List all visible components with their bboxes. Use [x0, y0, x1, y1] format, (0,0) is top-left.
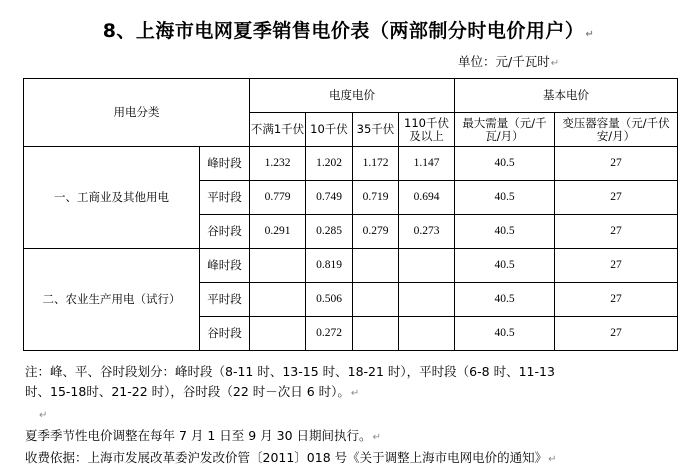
price-cell: 1.172 — [353, 147, 399, 181]
paragraph-mark-icon: ↵ — [548, 454, 557, 465]
paragraph-mark-icon: ↵ — [585, 29, 595, 40]
price-cell: 0.279 — [353, 215, 399, 249]
period-label: 平时段 — [200, 181, 250, 215]
price-cell — [250, 317, 306, 351]
table-row — [24, 249, 678, 283]
notes-section — [25, 362, 685, 470]
capacity-cell: 27 — [555, 283, 678, 317]
blank-line — [25, 404, 685, 426]
note-line: 夏季季节性电价调整在每年 7 月 1 日至 9 月 30 日期间执行。↵ — [25, 428, 381, 443]
header-voltage: 110千伏及以上 — [399, 113, 455, 147]
note-line: 时、15-18时、21-22 时），谷时段（22 时－次日 6 时）。↵ — [25, 384, 360, 399]
capacity-cell: 27 — [555, 317, 678, 351]
unit-label: 单位：元/千瓦时↵ — [458, 54, 560, 69]
demand-cell: 40.5 — [455, 249, 555, 283]
price-cell: 0.285 — [306, 215, 353, 249]
group-label: 一、工商业及其他用电 — [24, 147, 200, 249]
paragraph-mark-icon: ↵ — [350, 388, 360, 399]
header-energy-price: 电度电价 — [250, 79, 455, 113]
price-cell — [250, 249, 306, 283]
table-row — [24, 147, 678, 181]
price-cell: 1.147 — [399, 147, 455, 181]
capacity-cell: 27 — [555, 249, 678, 283]
period-label: 谷时段 — [200, 215, 250, 249]
period-label: 平时段 — [200, 283, 250, 317]
capacity-cell: 27 — [555, 181, 678, 215]
header-voltage: 不满1千伏 — [250, 113, 306, 147]
capacity-cell: 27 — [555, 147, 678, 181]
demand-cell: 40.5 — [455, 317, 555, 351]
price-cell: 0.291 — [250, 215, 306, 249]
price-cell — [250, 283, 306, 317]
price-cell: 0.719 — [353, 181, 399, 215]
paragraph-mark-icon: ↵ — [372, 432, 381, 443]
price-cell — [399, 317, 455, 351]
note-line: 收费依据：上海市发展改革委沪发改价管〔2011〕018 号《关于调整上海市电网电价的通知》↵ — [25, 450, 557, 465]
price-cell: 1.232 — [250, 147, 306, 181]
demand-cell: 40.5 — [455, 283, 555, 317]
header-transformer-capacity: 变压器容量（元/千伏安/月） — [555, 113, 678, 147]
header-max-demand: 最大需量（元/千瓦/月） — [455, 113, 555, 147]
demand-cell: 40.5 — [455, 181, 555, 215]
document-title: 8、上海市电网夏季销售电价表（两部制分时电价用户）↵ — [102, 20, 595, 42]
period-label: 峰时段 — [200, 249, 250, 283]
price-cell: 0.273 — [399, 215, 455, 249]
price-cell: 0.506 — [306, 283, 353, 317]
paragraph-mark-icon: ↵ — [550, 58, 560, 69]
period-label: 谷时段 — [200, 317, 250, 351]
group-label: 二、农业生产用电（试行） — [24, 249, 200, 351]
note-line: 注：峰、平、谷时段划分：峰时段（8-11 时、13-15 时、18-21 时），平时段（6-8 时、11-13 — [25, 364, 555, 379]
price-table — [23, 78, 678, 351]
paragraph-mark-icon: ↵ — [39, 410, 48, 421]
price-cell — [353, 283, 399, 317]
demand-cell: 40.5 — [455, 147, 555, 181]
price-cell: 0.272 — [306, 317, 353, 351]
price-cell — [353, 317, 399, 351]
price-cell — [399, 249, 455, 283]
price-cell: 0.819 — [306, 249, 353, 283]
price-cell — [353, 249, 399, 283]
price-cell — [399, 283, 455, 317]
price-cell: 0.749 — [306, 181, 353, 215]
price-cell: 1.202 — [306, 147, 353, 181]
header-voltage: 10千伏 — [306, 113, 353, 147]
header-basic-price: 基本电价 — [455, 79, 678, 113]
capacity-cell: 27 — [555, 215, 678, 249]
price-cell: 0.779 — [250, 181, 306, 215]
header-category: 用电分类 — [24, 79, 250, 147]
period-label: 峰时段 — [200, 147, 250, 181]
header-voltage: 35千伏 — [353, 113, 399, 147]
price-cell: 0.694 — [399, 181, 455, 215]
demand-cell: 40.5 — [455, 215, 555, 249]
